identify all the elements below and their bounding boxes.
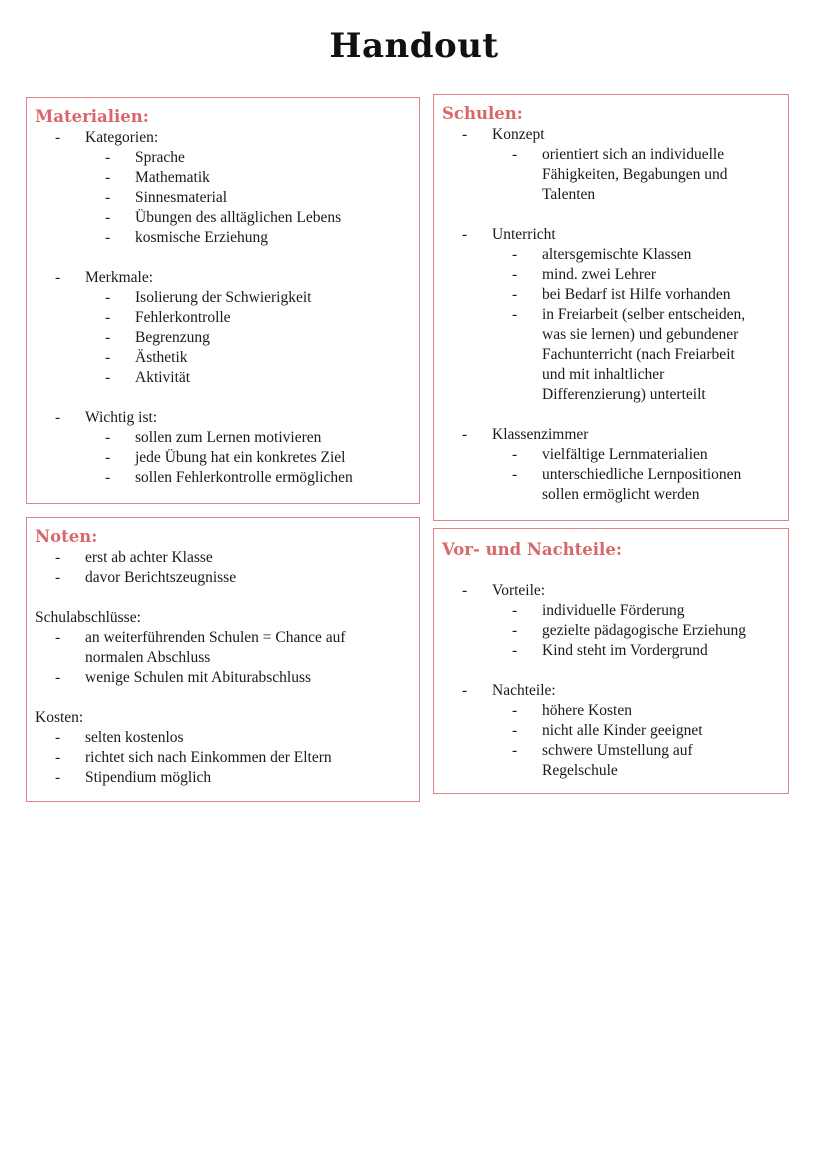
- section-label: Kosten:: [35, 709, 84, 726]
- list-item: - orientiert sich an individuelle: [512, 146, 725, 163]
- vor-nachteile-heading: Vor- und Nachteile:: [442, 540, 622, 559]
- page-title: Handout: [329, 26, 499, 66]
- list-item: - vielfältige Lernmaterialien: [512, 446, 708, 463]
- list-item: - mind. zwei Lehrer: [512, 266, 657, 283]
- list-item: - nicht alle Kinder geeignet: [512, 722, 703, 739]
- list-item: - Mathematik: [105, 169, 210, 186]
- list-item-continuation: Regelschule: [542, 762, 618, 779]
- list-item-continuation: Differenzierung) unterteilt: [542, 386, 706, 403]
- list-item: - bei Bedarf ist Hilfe vorhanden: [512, 286, 731, 303]
- schulen-heading: Schulen:: [442, 104, 523, 123]
- list-item: - sollen zum Lernen motivieren: [105, 429, 322, 446]
- list-item: - Klassenzimmer: [462, 426, 589, 443]
- list-item: - davor Berichtszeugnisse: [55, 569, 237, 586]
- list-item: - Sprache: [105, 149, 185, 166]
- list-item-continuation: normalen Abschluss: [85, 649, 211, 666]
- list-item: - jede Übung hat ein konkretes Ziel: [105, 449, 346, 466]
- list-item: - Nachteile:: [462, 682, 556, 699]
- noten-heading: Noten:: [35, 527, 98, 546]
- list-item: - Kategorien:: [55, 129, 159, 146]
- list-item: - Wichtig ist:: [55, 409, 158, 426]
- list-item: - sollen Fehlerkontrolle ermöglichen: [105, 469, 353, 486]
- list-item: - Konzept: [462, 126, 545, 143]
- list-item: - Sinnesmaterial: [105, 189, 228, 206]
- schulen-box: [433, 94, 789, 521]
- list-item: - Aktivität: [105, 369, 191, 386]
- list-item: - kosmische Erziehung: [105, 229, 269, 246]
- list-item-continuation: Talenten: [542, 186, 596, 203]
- list-item: - schwere Umstellung auf: [512, 742, 693, 759]
- vor-nachteile-box: [433, 528, 789, 794]
- list-item: - Vorteile:: [462, 582, 546, 599]
- list-item: - individuelle Förderung: [512, 602, 685, 619]
- noten-box: [26, 517, 420, 802]
- list-item: - richtet sich nach Einkommen der Eltern: [55, 749, 332, 766]
- list-item: - Kind steht im Vordergrund: [512, 642, 708, 659]
- list-item: - in Freiarbeit (selber entscheiden,: [512, 306, 746, 323]
- list-item: - selten kostenlos: [55, 729, 184, 746]
- list-item-continuation: und mit inhaltlicher: [542, 366, 665, 383]
- list-item: - Merkmale:: [55, 269, 154, 286]
- list-item: - Begrenzung: [105, 329, 210, 346]
- list-item-continuation: was sie lernen) und gebundener: [542, 326, 739, 343]
- materialien-heading: Materialien:: [35, 107, 149, 126]
- list-item: - Fehlerkontrolle: [105, 309, 231, 326]
- list-item: - gezielte pädagogische Erziehung: [512, 622, 746, 639]
- list-item-continuation: Fähigkeiten, Begabungen und: [542, 166, 728, 183]
- list-item: - Stipendium möglich: [55, 769, 212, 786]
- list-item: - Ästhetik: [105, 349, 188, 366]
- materialien-box: [26, 97, 420, 504]
- list-item: - altersgemischte Klassen: [512, 246, 692, 263]
- list-item: - Isolierung der Schwierigkeit: [105, 289, 312, 306]
- list-item: - erst ab achter Klasse: [55, 549, 213, 566]
- list-item: - unterschiedliche Lernpositionen: [512, 466, 742, 483]
- section-label: Schulabschlüsse:: [35, 609, 141, 626]
- list-item: - an weiterführenden Schulen = Chance auf: [55, 629, 346, 646]
- list-item: - wenige Schulen mit Abiturabschluss: [55, 669, 312, 686]
- list-item-continuation: sollen ermöglicht werden: [542, 486, 700, 503]
- list-item: - Unterricht: [462, 226, 556, 243]
- list-item: - Übungen des alltäglichen Lebens: [105, 209, 342, 226]
- list-item-continuation: Fachunterricht (nach Freiarbeit: [542, 346, 735, 363]
- list-item: - höhere Kosten: [512, 702, 632, 719]
